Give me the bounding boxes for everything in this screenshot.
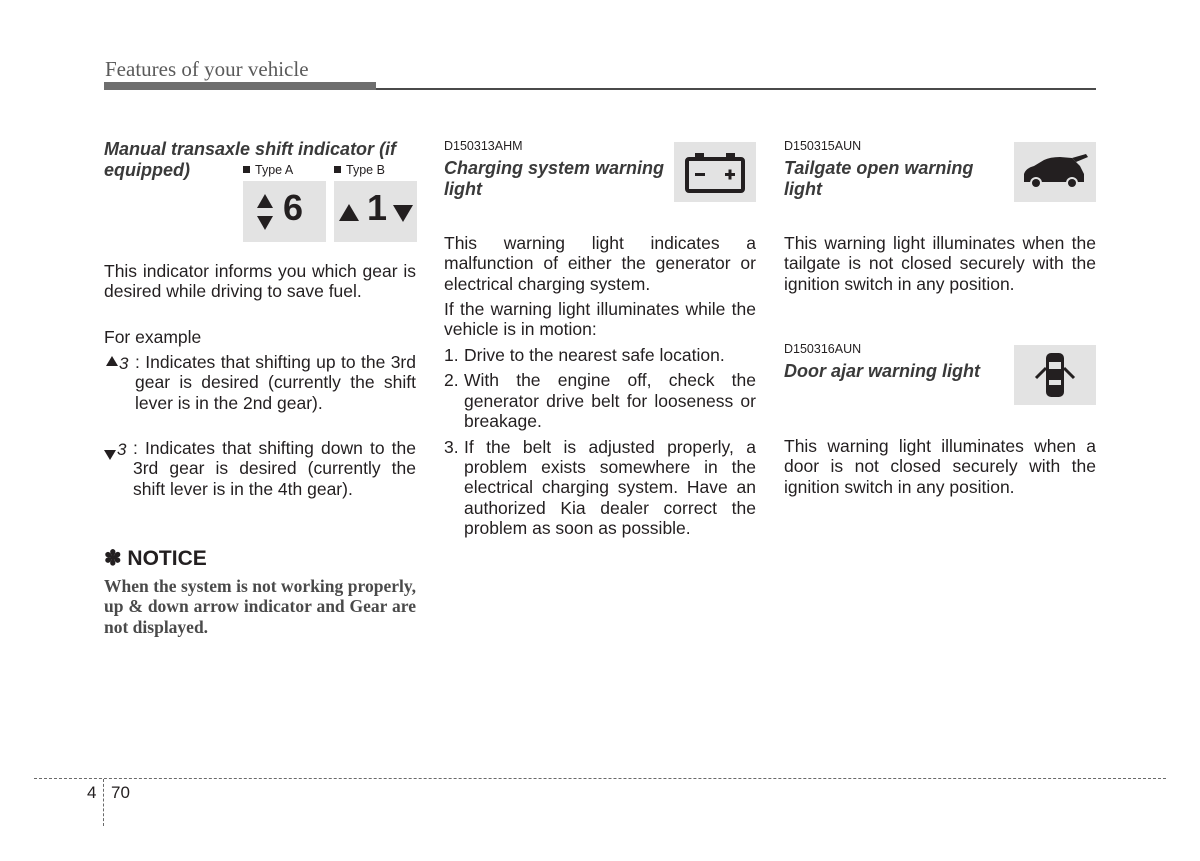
footer-rule <box>34 778 1166 779</box>
up-arrow-icon <box>106 355 118 367</box>
type-b-gear: 1 <box>367 187 388 228</box>
door-ajar-icon-box <box>1014 345 1096 405</box>
type-a-label: Type A <box>243 163 293 177</box>
shift-down-symbol: 3 <box>104 438 138 460</box>
type-b-label: Type B <box>334 163 385 177</box>
tailgate-open-icon <box>1020 152 1090 192</box>
step-item: 1. Drive to the nearest safe location. <box>444 345 725 365</box>
notice-title: ✽ NOTICE <box>104 547 207 570</box>
charging-subhead: Charging system warning light <box>444 158 665 199</box>
section-code: D150313AHM <box>444 139 523 153</box>
charging-steps <box>444 345 756 544</box>
type-a-gear: 6 <box>283 187 304 228</box>
down-arrow-icon <box>104 449 116 461</box>
step-item: 3. If the belt is adjusted properly, a problem exists somewhere in the electrical charging system. Have an authorized Kia dealer correct the problem as soon as possible. <box>444 436 756 539</box>
door-ajar-subhead: Door ajar warning light <box>784 361 981 381</box>
notice-body: When the system is not working properly, up & down arrow indicator and Gear are not displayed. <box>104 576 416 637</box>
charging-paragraph-1: This warning light indicates a malfunction of either the generator or electrical charging system. <box>444 233 756 294</box>
footer-divider <box>103 779 104 826</box>
shift-up-symbol: 3 <box>104 352 138 374</box>
door-ajar-icon <box>1032 348 1078 402</box>
shift-down-text: : Indicates that shifting down to the 3rd gear is desired (currently the shift lever is in the 4th gear). <box>133 438 416 499</box>
step-item: 2. With the engine off, check the generator drive belt for looseness or breakage. <box>444 370 756 432</box>
tailgate-subhead: Tailgate open warning light <box>784 158 974 199</box>
shift-indicator-intro: This indicator informs you which gear is desired while driving to save fuel. <box>104 261 416 302</box>
type-b-indicator <box>334 181 417 242</box>
section-code: D150315AUN <box>784 139 862 153</box>
header-rule-accent <box>104 82 376 90</box>
battery-icon <box>683 149 747 195</box>
example-shift-down <box>104 438 416 520</box>
page-header-title: Features of your vehicle <box>105 57 309 81</box>
charging-paragraph-2: If the warning light illuminates while the vehicle is in motion: <box>444 299 756 340</box>
tailgate-icon-box <box>1014 142 1096 202</box>
section-code: D150316AUN <box>784 342 862 356</box>
door-ajar-body: This warning light illuminates when a door is not closed securely with the ignition switch in any position. <box>784 436 1096 497</box>
example-shift-up <box>104 352 416 434</box>
type-a-indicator <box>243 181 326 242</box>
tailgate-body: This warning light illuminates when the tailgate is not closed securely with the ignition switch in any position. <box>784 233 1096 294</box>
down-arrow-icon <box>392 202 414 224</box>
shift-indicator-subhead: Manual transaxle shift indicator (if equipped) <box>104 139 397 180</box>
page-number: 70 <box>111 783 130 802</box>
charging-icon-box <box>674 142 756 202</box>
chapter-number: 4 <box>87 783 97 802</box>
shift-up-text: : Indicates that shifting up to the 3rd gear is desired (currently the shift lever is in the 2nd gear). <box>135 352 416 413</box>
up-arrow-icon <box>338 202 360 224</box>
for-example-label: For example <box>104 327 202 347</box>
